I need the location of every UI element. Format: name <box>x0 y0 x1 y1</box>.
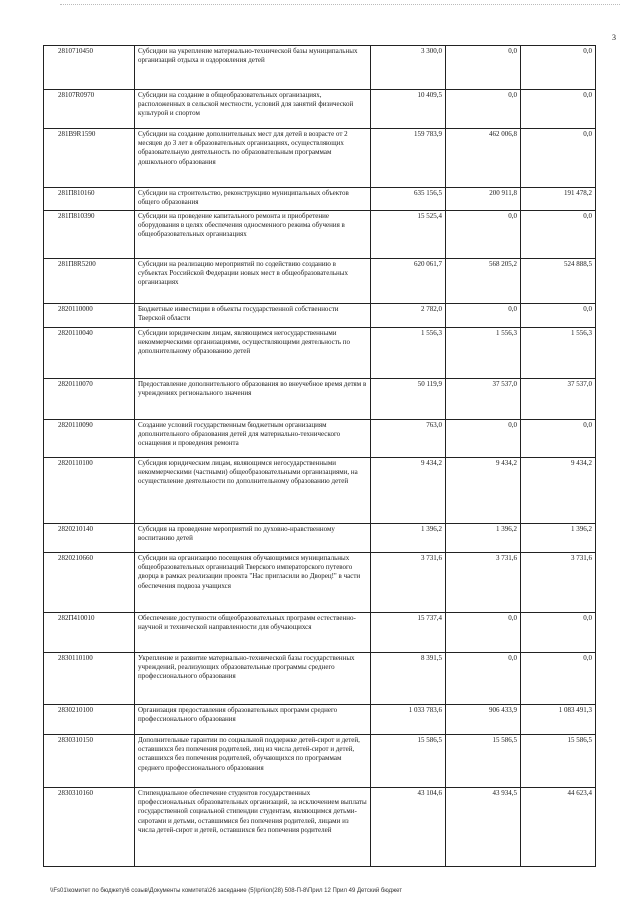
row-value-3: 524 888,5 <box>521 259 596 304</box>
row-name: Субсидии на организацию посещения обучающимися муниципальных общеобразовательных организаций Тверского императорского путевого дворца в рамках реализации проекта "Нас пригласили во Дворец!" в части обеспечения подвоза учащихся <box>135 553 371 613</box>
row-name: Субсидии на проведение капитального ремонта и приобретение оборудования в целях обеспечения односменного режима обучения в общеобразовательных организациях <box>135 211 371 259</box>
row-value-1: 15 525,4 <box>371 211 446 259</box>
table-row <box>44 653 596 705</box>
row-code: 281П8R5200 <box>44 259 135 304</box>
row-value-3: 0,0 <box>521 613 596 653</box>
row-value-3: 0,0 <box>521 653 596 705</box>
row-name: Субсидии на укрепление материально-технической базы муниципальных организаций отдыха и оздоровления детей <box>135 46 371 90</box>
row-value-2: 43 934,5 <box>446 788 521 867</box>
row-name: Обеспечение доступности общеобразовательных программ естественно-научной и технической направленности для обучающихся <box>135 613 371 653</box>
row-value-3: 0,0 <box>521 129 596 188</box>
row-name: Организация предоставления образовательных программ среднего профессионального образования <box>135 705 371 735</box>
row-code: 2820110100 <box>44 458 135 524</box>
row-code: 2830310160 <box>44 788 135 867</box>
scan-artifact-line <box>60 4 620 5</box>
page-number: 3 <box>612 33 616 42</box>
row-value-2: 568 205,2 <box>446 259 521 304</box>
table-row <box>44 788 596 867</box>
row-value-1: 10 409,5 <box>371 90 446 129</box>
row-code: 2830210100 <box>44 705 135 735</box>
row-value-3: 9 434,2 <box>521 458 596 524</box>
table-row <box>44 304 596 328</box>
row-code: 281П810160 <box>44 188 135 211</box>
row-name: Предоставление дополнительного образования во внеучебное время детям в учреждениях регионального значения <box>135 379 371 420</box>
row-value-2: 462 006,8 <box>446 129 521 188</box>
row-value-3: 191 478,2 <box>521 188 596 211</box>
row-value-1: 3 731,6 <box>371 553 446 613</box>
row-name: Укрепление и развитие материально-технической базы государственных учреждений, реализующих образовательные программы среднего профессионального образования <box>135 653 371 705</box>
row-code: 281П810390 <box>44 211 135 259</box>
row-value-2: 3 731,6 <box>446 553 521 613</box>
row-value-3: 1 396,2 <box>521 524 596 553</box>
row-value-2: 37 537,0 <box>446 379 521 420</box>
table-row <box>44 188 596 211</box>
row-value-1: 1 556,3 <box>371 328 446 379</box>
row-value-3: 0,0 <box>521 211 596 259</box>
row-name: Стипендиальное обеспечение студентов государственных профессиональных образовательных организаций, за исключением выплаты государственной социальной стипендии студентам, являющимся детьми-сиротами и детьми, оставшимися без попечения родителей, лицами из числа детей-сирот и детей, оставшихся без попечения родителей <box>135 788 371 867</box>
row-value-1: 50 119,9 <box>371 379 446 420</box>
row-value-3: 0,0 <box>521 46 596 90</box>
row-code: 2820210660 <box>44 553 135 613</box>
row-value-2: 0,0 <box>446 46 521 90</box>
row-value-1: 8 391,5 <box>371 653 446 705</box>
row-value-1: 15 737,4 <box>371 613 446 653</box>
row-code: 2820110000 <box>44 304 135 328</box>
row-value-2: 1 556,3 <box>446 328 521 379</box>
row-value-1: 2 782,0 <box>371 304 446 328</box>
row-name: Создание условий государственным бюджетным организациям дополнительного образования детей для материально-технического оснащения и проведения ремонта <box>135 420 371 458</box>
row-value-3: 1 556,3 <box>521 328 596 379</box>
table-row <box>44 328 596 379</box>
row-name: Дополнительные гарантии по социальной поддержке детей-сирот и детей, оставшихся без попечения родителей, лиц из числа детей-сирот и детей, оставшихся без попечения родителей, обучающихся по программам среднего профессионального образования <box>135 735 371 788</box>
table-row <box>44 735 596 788</box>
row-code: 2810710450 <box>44 46 135 90</box>
row-value-2: 0,0 <box>446 420 521 458</box>
row-value-1: 1 033 783,6 <box>371 705 446 735</box>
row-value-2: 1 396,2 <box>446 524 521 553</box>
row-value-2: 0,0 <box>446 653 521 705</box>
row-name: Субсидии на строительство, реконструкцию муниципальных объектов общего образования <box>135 188 371 211</box>
row-value-3: 37 537,0 <box>521 379 596 420</box>
table-row <box>44 420 596 458</box>
row-value-2: 0,0 <box>446 90 521 129</box>
table-row <box>44 259 596 304</box>
table-row <box>44 705 596 735</box>
row-name: Субсидия на проведение мероприятий по духовно-нравственному воспитанию детей <box>135 524 371 553</box>
row-code: 2820110090 <box>44 420 135 458</box>
row-name: Субсидии на реализацию мероприятий по содействию созданию в субъектах Российской Федерации новых мест в общеобразовательных организациях <box>135 259 371 304</box>
row-value-3: 3 731,6 <box>521 553 596 613</box>
row-value-2: 15 586,5 <box>446 735 521 788</box>
row-value-3: 1 083 491,3 <box>521 705 596 735</box>
row-name: Субсидия юридическим лицам, являющимся негосударственными некоммерческими (частными) общеобразовательными организациями, на осуществление деятельности по дополнительному образованию детей <box>135 458 371 524</box>
row-name: Субсидии юридическим лицам, являющимся негосударственными некоммерческими организациями, осуществляющими деятельность по дополнительному образованию детей <box>135 328 371 379</box>
table-row <box>44 129 596 188</box>
row-name: Бюджетные инвестиции в объекты государственной собственности Тверской области <box>135 304 371 328</box>
row-code: 2830310150 <box>44 735 135 788</box>
row-code: 2820110040 <box>44 328 135 379</box>
row-value-1: 3 300,0 <box>371 46 446 90</box>
row-value-1: 159 783,9 <box>371 129 446 188</box>
row-value-1: 1 396,2 <box>371 524 446 553</box>
table-row <box>44 90 596 129</box>
table-row <box>44 379 596 420</box>
row-value-2: 0,0 <box>446 613 521 653</box>
row-value-2: 0,0 <box>446 304 521 328</box>
row-value-3: 0,0 <box>521 420 596 458</box>
row-value-2: 9 434,2 <box>446 458 521 524</box>
table-row <box>44 613 596 653</box>
row-value-1: 620 061,7 <box>371 259 446 304</box>
row-code: 28107R0970 <box>44 90 135 129</box>
row-code: 282П410010 <box>44 613 135 653</box>
row-code: 2830110100 <box>44 653 135 705</box>
row-value-1: 43 104,6 <box>371 788 446 867</box>
table-row <box>44 553 596 613</box>
row-code: 281В9R1590 <box>44 129 135 188</box>
table-row <box>44 46 596 90</box>
row-name: Субсидии на создание дополнительных мест для детей в возрасте от 2 месяцев до 3 лет в образовательных организациях, осуществляющих образовательную деятельность по образовательным программам дошкольного образования <box>135 129 371 188</box>
budget-table <box>43 45 596 867</box>
table-row <box>44 211 596 259</box>
row-value-2: 0,0 <box>446 211 521 259</box>
row-value-3: 44 623,4 <box>521 788 596 867</box>
row-value-2: 200 911,8 <box>446 188 521 211</box>
row-name: Субсидии на создание в общеобразовательных организациях, расположенных в сельской местности, условий для занятий физической культурой и спортом <box>135 90 371 129</box>
table-row <box>44 524 596 553</box>
row-value-1: 15 586,5 <box>371 735 446 788</box>
row-code: 2820210140 <box>44 524 135 553</box>
row-value-1: 9 434,2 <box>371 458 446 524</box>
footer-file-path: \\Fs01\комитет по бюджету\6 созыв\Документы комитета\26 заседание (5)\pr\ion(28) 508-П-8\Прил 12 Прил 49 Детский бюджет <box>50 888 403 894</box>
row-value-1: 763,0 <box>371 420 446 458</box>
row-code: 2820110070 <box>44 379 135 420</box>
row-value-1: 635 156,5 <box>371 188 446 211</box>
table-row <box>44 458 596 524</box>
row-value-3: 15 586,5 <box>521 735 596 788</box>
row-value-2: 906 433,9 <box>446 705 521 735</box>
row-value-3: 0,0 <box>521 304 596 328</box>
row-value-3: 0,0 <box>521 90 596 129</box>
